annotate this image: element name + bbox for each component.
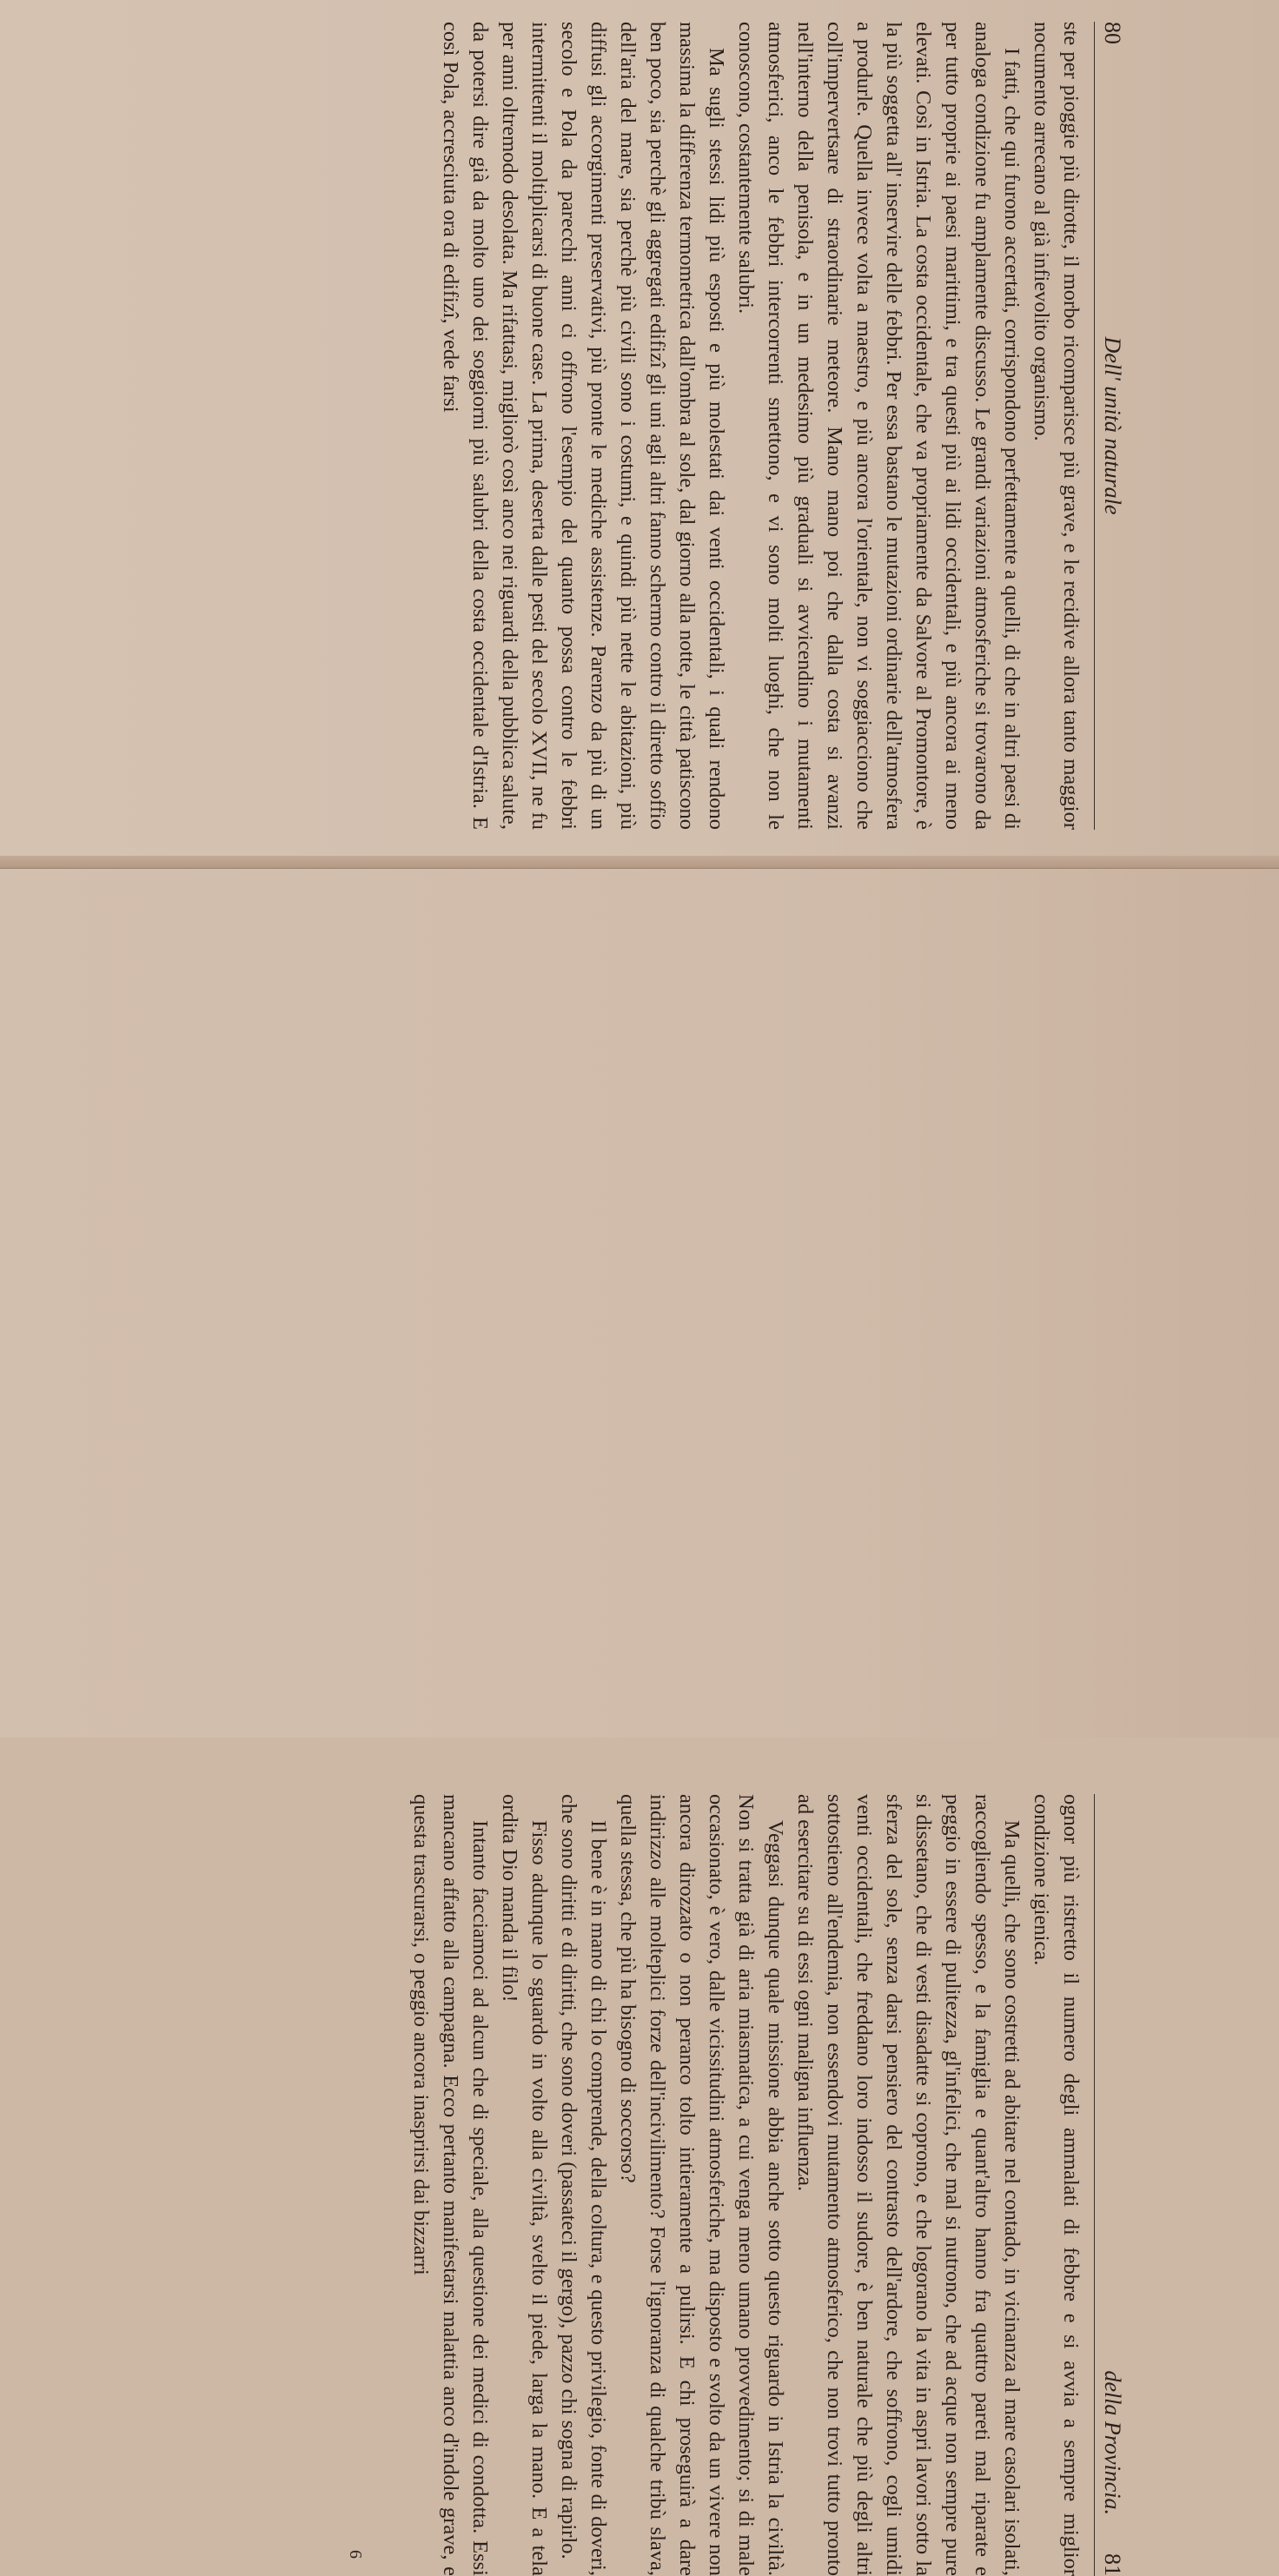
left-page-content: [139, 22, 1130, 830]
paragraph: Fisso adunque lo sguardo in volto alla civiltà, svelto il piede, larga la mano. E a tela ordita Dio manda il filo!: [498, 1794, 551, 2576]
signature-mark: 6: [346, 2550, 365, 2559]
paragraph: Ma quelli, che sono costretti ad abitare nel contado, in vicinanza al mare casolari isolati, raccogliendo spesso, e la famiglia e quant'altro hanno fra quattro pareti mal riparate e peggio in essere di pulitezza, gl'infelici, che mal si nutrono, che ad acque non sempre pure si dissetano, che di vesti disadatte si coprono, e che logorano la vita in aspri lavori sotto la sferza del sole, senza darsi pensiero del contrasto dell'ardore, che soffrono, cogli umidi venti occidentali, che freddano loro indosso il sudore, è ben naturale che più degli altri sottostieno all'endemia, non essendovi mutamento atmosferico, che non trovi tutto pronto ad esercitare su di essi ogni maligna influenza.: [793, 1794, 1024, 2576]
right-page-content: [139, 1794, 1130, 2576]
paragraph: I fatti, che qui furono accertati, corrispondono perfettamente a quelli, di che in altri paesi di analoga condizione fu amplamente discusso. Le grandi variazioni atmosferiche si trovarono da per tutto proprie ai paesi marittimi, e tra questi più ai lidi occidentali, e più ancora ai meno elevati. Così in Istria. La costa occidentale, che va propriamente da Salvore al Promontore, è la più soggetta all' inservire delle febbri. Per essa bastano le mutazioni ordinarie dell'atmosfera a produrle. Quella invece volta a maestro, e più ancora l'orientale, non vi soggiacciono che coll'impervertsare di straordinarie meteore. Mano mano poi che dalla costa si avanzi nell'interno della penisola, e in un medesimo più graduali si avvicendino i mutamenti atmosferici, anco le febbri intercorrenti smettono, e vi sono molti luoghi, che non le conoscono, costantemente salubri.: [734, 22, 1024, 830]
left-book-page: [0, 0, 1279, 869]
paragraph: ognor più ristretto il numero degli ammalati di febbre e si avvia a sempre miglior condizione igienica.: [1030, 1794, 1083, 2576]
running-head: della Provincia.: [1100, 2370, 1125, 2515]
paragraph: Veggasi dunque quale missione abbia anche sotto questo riguardo in Istria la civiltà. Non si tratta già di aria miasmatica, a cui venga meno umano provvedimento; si di male occasionato, è vero, dalle vicissitudini atmosferiche, ma disposto e svolto da un vivere non ancora dirozzato o non peranco tolto intieramente a pulirsi. E chi proseguirà a dare indirizzo alle molteplici forze dell'incivilimento? Forse l'ignoranza di qualche tribù slava, quella stessa, che più ha bisogno di soccorso?: [616, 1794, 787, 2576]
paragraph: Il bene è in mano di chi lo comprende, della coltura, e questo privilegio, fonte di doveri, che sono diritti e di diritti, che sono doveri (passateci il gergo), pazzo chi sogna di rapirlo.: [557, 1794, 610, 2576]
page-number: 80: [1100, 22, 1125, 44]
paragraph: Ma sugli stessi lidi più esposti e più molestati dai venti occidentali, i quali rendono massima la differenza termometrica dall'ombra al sole, dal giorno alla notte, le città patiscono ben poco, sia perchè gli aggregati edifizî gli uni agli altri fanno schermo contro il diretto soffio dell'aria del mare, sia perchè più civili sono i costumi, e quindi più nette le abitazioni, più diffusi gli accorgimenti preservativi, più pronte le mediche assistenze. Parenzo da più di un secolo e Pola da parecchi anni ci offrono l'esempio del quanto possa contro le febbri intermittenti il moltiplicarsi di buone case. La prima, deserta dalle pesti del secolo XVII, ne fu per anni oltremodo desolata. Ma rifattasi, migliorò così anco nei riguardi della pubblica salute, da potersi dire già da molto uno dei soggiorni più salubri della costa occidentale d'Istria. E così Pola, accresciuta ora di edifizî, vede farsi: [439, 22, 728, 830]
page-body: [435, 22, 1085, 830]
page-body: [406, 1794, 1085, 2576]
paragraph: Intanto facciamoci ad alcun che di speciale, alla questione dei medici di condotta. Essi mancano affatto alla campagna. Ecco pertanto manifestarsi malattia anco d'indole grave, e questa trascurarsi, o peggio ancora inasprirsi dai bizzarri: [409, 1794, 492, 2576]
page-number: 81: [1100, 2553, 1125, 2576]
right-book-page: [0, 869, 1279, 2576]
running-head: Dell' unità naturale: [1100, 336, 1125, 515]
page-header: [1094, 22, 1130, 830]
paragraph: ste per pioggie più dirotte, il morbo ricomparisce più grave, e le recidive allora tanto maggior nocumento arrecano al già infievolito organismo.: [1030, 22, 1083, 830]
page-header: [1094, 1794, 1130, 2576]
